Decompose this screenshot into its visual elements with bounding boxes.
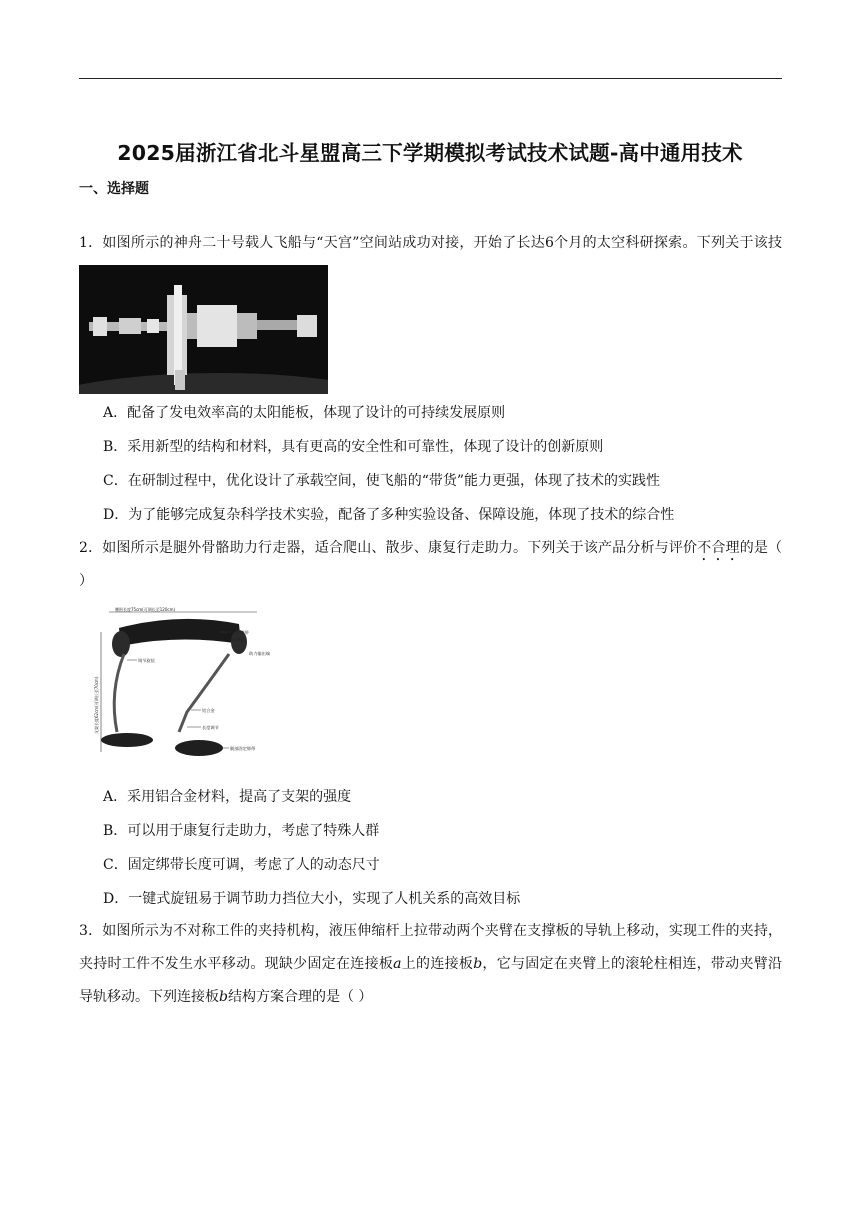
- leg-strap-label: 腿部固定绑带: [230, 746, 256, 751]
- spacecraft-image: [79, 265, 328, 394]
- q1-option-d: D．为了能够完成复杂科学技术实验，配备了多种实验设备、保障设施，体现了技术的综合性: [103, 507, 675, 523]
- q2-option-a: A．采用铝合金材料，提高了支架的强度: [103, 789, 352, 805]
- q2-option-b: B．可以用于康复行走助力，考虑了特殊人群: [103, 823, 380, 839]
- waist-length-label: 腰围长度75cm(可调长至120cm): [115, 607, 176, 612]
- section-heading: 一、选择题: [79, 181, 149, 197]
- question-1-stem: 1．如图所示的神舟二十号载人飞船与“天宫”空间站成功对接，开始了长达6个月的太空科研探索。下列关于该技: [79, 227, 782, 293]
- alloy-label: 铝合金: [202, 708, 215, 713]
- q1-option-b: B．采用新型的结构和材料，具有更高的安全性和可靠性，体现了设计的创新原则: [103, 439, 604, 455]
- strap-label: 固定绑带: [232, 630, 249, 635]
- plate-label: 连接板: [232, 637, 245, 642]
- var-b: b: [473, 956, 483, 972]
- question-3-stem: 3．如图所示为不对称工件的夹持机构，液压伸缩杆上拉带动两个夹臂在支撑板的导轨上移动，实现工件的夹持，夹持时工件不发生水平移动。现缺少固定在连接板a上的连接板b，它与固定在夹臂上的滚轮柱相连，带动夹臂沿导轨移动。下列连接板b结构方案合理的是（ ）: [79, 923, 783, 1005]
- adjust-label: 长度调节: [202, 725, 219, 730]
- output-label: 助力输出端: [249, 651, 270, 656]
- q2-option-c: C．固定绑带长度可调，考虑了人的动态尺寸: [103, 857, 380, 873]
- frame-length-label: 支架长度62cm(可调长至70cm): [94, 676, 99, 734]
- question-2-stem: 2．如图所示是腿外骨骼助力行走器，适合爬山、散步、康复行走助力。下列关于该产品分析与评价不合理的是（ ）: [79, 540, 783, 589]
- page-title: 2025届浙江省北斗星盟高三下学期模拟考试技术试题-高中通用技术: [117, 141, 743, 165]
- var-a: a: [393, 956, 402, 972]
- var-b: b: [219, 989, 228, 1005]
- exoskeleton-image: [79, 602, 284, 770]
- emphasis-text: 不合理: [697, 540, 740, 556]
- header-rule: [79, 78, 782, 79]
- q1-option-c: C．在研制过程中，优化设计了承载空间，使飞船的“带货”能力更强，体现了技术的实践性: [103, 473, 661, 489]
- knob-label: 调节旋钮: [138, 658, 155, 663]
- q1-option-a: A．配备了发电效率高的太阳能板，体现了设计的可持续发展原则: [103, 405, 506, 421]
- q2-option-d: D．一键式旋钮易于调节助力挡位大小，实现了人机关系的高效目标: [103, 891, 521, 907]
